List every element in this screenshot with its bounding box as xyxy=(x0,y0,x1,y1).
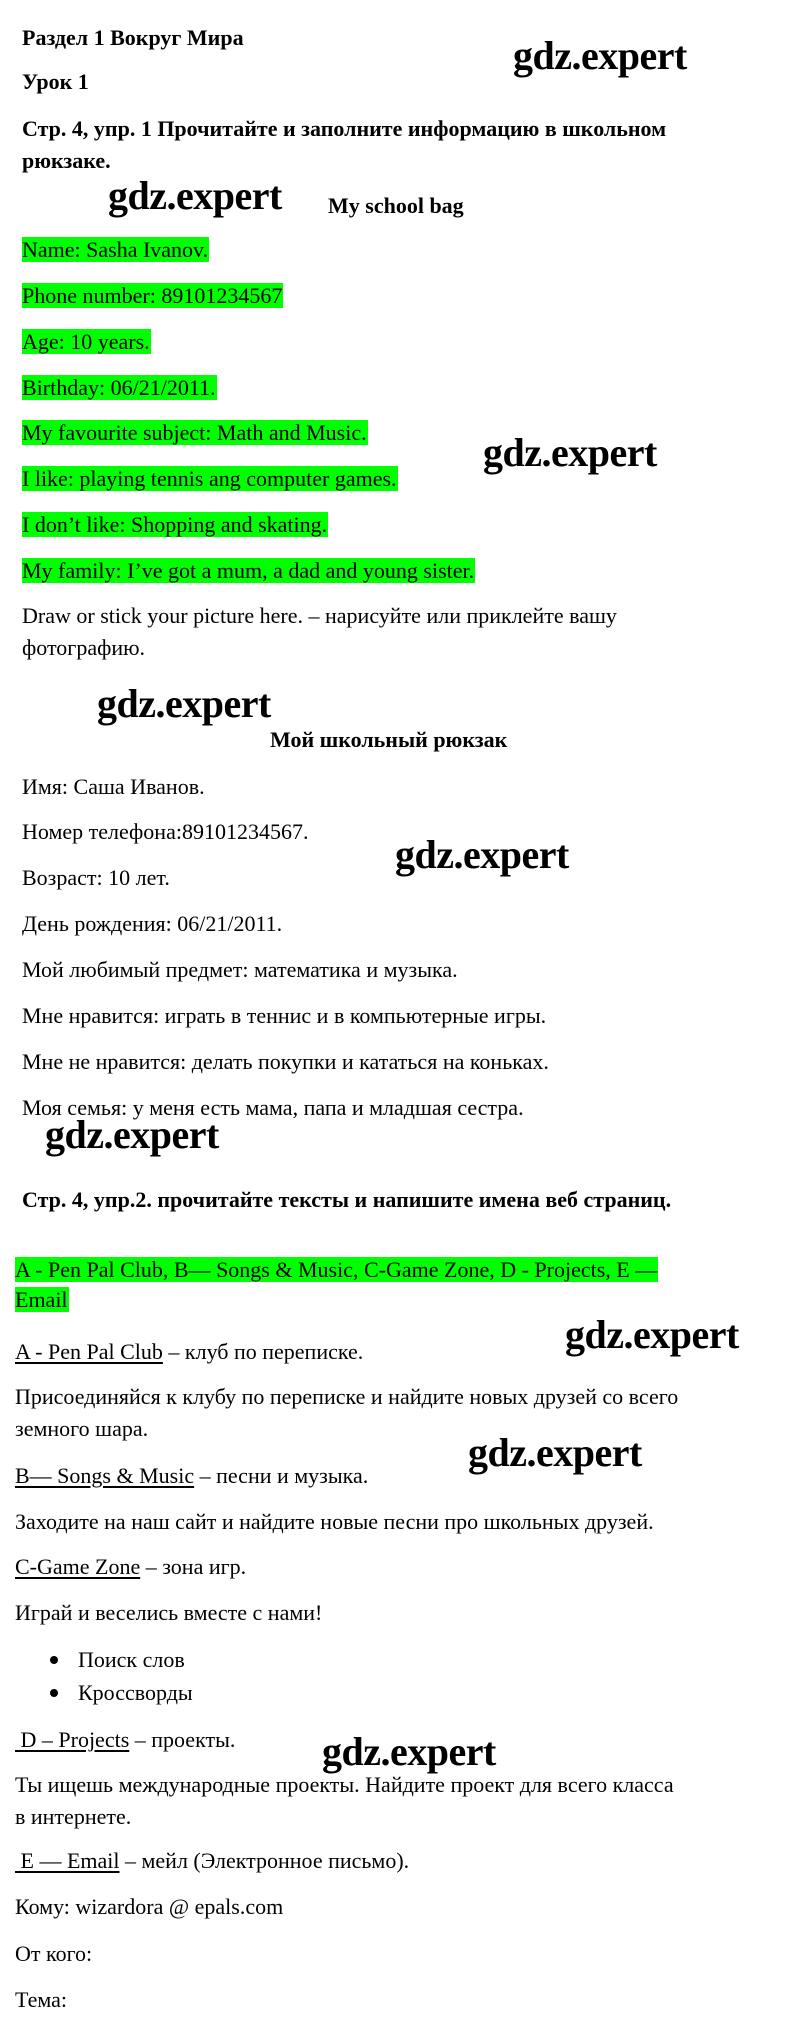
item-b-name: B— Songs & Music xyxy=(15,1463,195,1488)
bullet-item: Поиск слов xyxy=(50,1646,185,1674)
field-likes: I like: playing tennis ang computer games. xyxy=(22,466,397,491)
email-from: От кого: xyxy=(15,1941,93,1966)
watermark: gdz.expert xyxy=(322,1729,496,1774)
field-dislikes: I don’t like: Shopping and skating. xyxy=(22,512,328,537)
picture-note-line2: фотографию. xyxy=(22,635,146,660)
exercise1-heading-line2: рюкзаке. xyxy=(22,148,111,173)
item-c-text: Играй и веселись вместе с нами! xyxy=(15,1600,323,1625)
item-e-heading: E — Email – мейл (Электронное письмо). xyxy=(15,1848,410,1873)
item-a-heading: A - Pen Pal Club – клуб по переписке. xyxy=(15,1339,364,1364)
item-d-text-line1: Ты ищешь международные проекты. Найдите проект для всего класса xyxy=(15,1772,674,1797)
exercise1-heading-line1: Стр. 4, упр. 1 Прочитайте и заполните информацию в школьном xyxy=(22,116,667,141)
ru-field-dislikes: Мне не нравится: делать покупки и кататься на коньках. xyxy=(22,1049,549,1074)
watermark: gdz.expert xyxy=(468,1430,642,1475)
watermark: gdz.expert xyxy=(45,1112,219,1157)
email-to: Кому: wizardora @ epals.com xyxy=(15,1894,284,1919)
ru-field-age: Возраст: 10 лет. xyxy=(22,865,170,890)
field-phone: Phone number: 89101234567 xyxy=(22,283,283,308)
watermark: gdz.expert xyxy=(97,681,271,726)
item-d-name: D – Projects xyxy=(15,1727,130,1752)
item-d-text-line2: в интернете. xyxy=(15,1804,132,1829)
item-a-name: A - Pen Pal Club xyxy=(15,1339,163,1364)
item-b-heading: B— Songs & Music – песни и музыка. xyxy=(15,1463,369,1488)
answer-line1: A - Pen Pal Club, B— Songs & Music, C-Game Zone, D - Projects, E — xyxy=(15,1257,658,1282)
item-c-name: C-Game Zone xyxy=(15,1554,141,1579)
field-name: Name: Sasha Ivanov. xyxy=(22,237,209,262)
answer-line2: Email xyxy=(15,1287,68,1312)
watermark: gdz.expert xyxy=(483,430,657,475)
watermark: gdz.expert xyxy=(108,173,282,218)
field-favourite-subject: My favourite subject: Math and Music. xyxy=(22,420,367,445)
item-c-heading: C-Game Zone – зона игр. xyxy=(15,1554,247,1579)
bullet-icon xyxy=(50,1689,58,1697)
ru-field-phone: Номер телефона:89101234567. xyxy=(22,819,309,844)
ru-field-name: Имя: Саша Иванов. xyxy=(22,774,205,799)
email-subject: Тема: xyxy=(15,1987,68,2012)
school-bag-title-ru: Мой школьный рюкзак xyxy=(270,727,508,752)
picture-note-line1: Draw or stick your picture here. – нарисуйте или приклейте вашу xyxy=(22,603,617,628)
exercise2-heading: Стр. 4, упр.2. прочитайте тексты и напишите имена веб страниц. xyxy=(22,1187,672,1212)
bullet-icon xyxy=(50,1656,58,1664)
item-d-heading: D – Projects – проекты. xyxy=(15,1727,236,1752)
lesson-title: Урок 1 xyxy=(22,69,89,94)
field-family: My family: I’ve got a mum, a dad and young sister. xyxy=(22,558,475,583)
ru-field-likes: Мне нравится: играть в теннис и в компьютерные игры. xyxy=(22,1003,547,1028)
item-a-text-line1: Присоединяйся к клубу по переписке и найдите новых друзей со всего xyxy=(15,1384,679,1409)
ru-field-favourite-subject: Мой любимый предмет: математика и музыка. xyxy=(22,957,458,982)
item-a-text-line2: земного шара. xyxy=(15,1416,149,1441)
item-b-text: Заходите на наш сайт и найдите новые песни про школьных друзей. xyxy=(15,1509,654,1534)
bullet-item: Кроссворды xyxy=(50,1679,193,1707)
section-title: Раздел 1 Вокруг Мира xyxy=(22,25,244,50)
ru-field-family: Моя семья: у меня есть мама, папа и младшая сестра. xyxy=(22,1095,524,1120)
watermark: gdz.expert xyxy=(395,832,569,877)
school-bag-title-en: My school bag xyxy=(328,193,464,218)
ru-field-birthday: День рождения: 06/21/2011. xyxy=(22,911,283,936)
item-e-name: E — Email xyxy=(15,1848,120,1873)
field-birthday: Birthday: 06/21/2011. xyxy=(22,375,216,400)
field-age: Age: 10 years. xyxy=(22,329,150,354)
watermark: gdz.expert xyxy=(565,1312,739,1357)
watermark: gdz.expert xyxy=(513,33,687,78)
